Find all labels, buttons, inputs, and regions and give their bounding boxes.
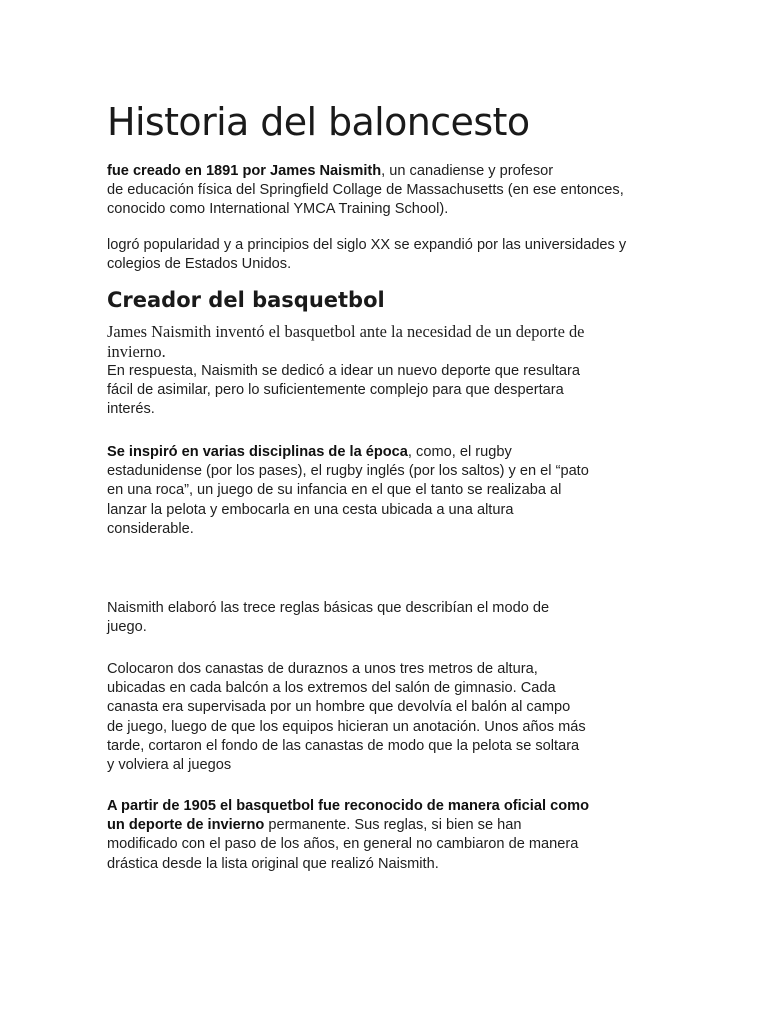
intro-paragraph: [107, 162, 667, 220]
inspiration-line-2: estadunidense (por los pases), el rugby inglés (por los saltos) y en el “pato: [107, 463, 589, 480]
intro-line-1: [107, 162, 667, 181]
recognition-paragraph: [107, 797, 667, 874]
rules-line-1: Naismith elaboró las trece reglas básicas que describían el modo de: [107, 600, 550, 616]
intro-bold-text: fue creado en 1891 por James Naismith: [107, 163, 382, 179]
creator-line-3: En respuesta, Naismith se dedicó a idear un nuevo deporte que resultara: [107, 363, 580, 379]
popularity-line-1: logró popularidad y a principios del siglo XX se expandió por las universidades y: [107, 237, 627, 253]
creator-serif-line-2: invierno.: [107, 342, 166, 361]
rules-paragraph: [107, 599, 667, 637]
intro-line-3: conocido como International YMCA Training School).: [107, 201, 449, 218]
recognition-bold-line-1: A partir de 1905 el basquetbol fue reconocido de manera oficial como: [107, 798, 589, 814]
inspiration-line-3: en una roca”, un juego de su infancia en el que el tanto se realizaba al: [107, 482, 562, 499]
creator-serif-line-1: James Naismith inventó el basquetbol ante la necesidad de un deporte de: [107, 322, 585, 341]
rules-line-2: juego.: [107, 619, 147, 636]
baskets-line-3: canasta era supervisada por un hombre que devolvía el balón al campo: [107, 699, 571, 716]
inspiration-rest-text: , como, el rugby: [407, 444, 512, 460]
recognition-line-1: [107, 797, 667, 816]
creator-line-5: interés.: [107, 401, 155, 418]
baskets-line-2: ubicadas en cada balcón a los extremos del salón de gimnasio. Cada: [107, 680, 556, 697]
recognition-line-2: [107, 816, 667, 835]
popularity-paragraph: [107, 236, 667, 274]
section-heading: Creador del basquetbol: [107, 288, 385, 312]
intro-line-2: de educación física del Springfield Collage de Massachusetts (en ese entonces,: [107, 182, 624, 199]
recognition-rest-text: permanente. Sus reglas, si bien se han: [264, 817, 522, 834]
recognition-line-4: drástica desde la lista original que realizó Naismith.: [107, 855, 439, 872]
inspiration-line-4: lanzar la pelota y embocarla en una cesta ubicada a una altura: [107, 501, 514, 518]
recognition-bold-line-2: un deporte de invierno: [107, 817, 265, 834]
creator-paragraph: [107, 322, 667, 420]
baskets-line-5: tarde, cortaron el fondo de las canastas de modo que la pelota se soltara: [107, 737, 580, 754]
inspiration-bold-text: Se inspiró en varias disciplinas de la época: [107, 444, 408, 460]
page-title: Historia del baloncesto: [107, 100, 530, 144]
inspiration-line-5: considerable.: [107, 520, 194, 537]
recognition-line-3: modificado con el paso de los años, en general no cambiaron de manera: [107, 836, 579, 853]
inspiration-paragraph: [107, 443, 667, 539]
baskets-paragraph: [107, 660, 667, 775]
inspiration-line-1: [107, 443, 667, 462]
creator-line-4: fácil de asimilar, pero lo suficientemente complejo para que despertara: [107, 382, 564, 399]
baskets-line-1: Colocaron dos canastas de duraznos a unos tres metros de altura,: [107, 661, 538, 677]
baskets-line-4: de juego, luego de que los equipos hicieran un anotación. Unos años más: [107, 718, 586, 735]
popularity-line-2: colegios de Estados Unidos.: [107, 256, 292, 273]
intro-rest-text: , un canadiense y profesor: [381, 163, 554, 179]
baskets-line-6: y volviera al juegos: [107, 757, 232, 774]
